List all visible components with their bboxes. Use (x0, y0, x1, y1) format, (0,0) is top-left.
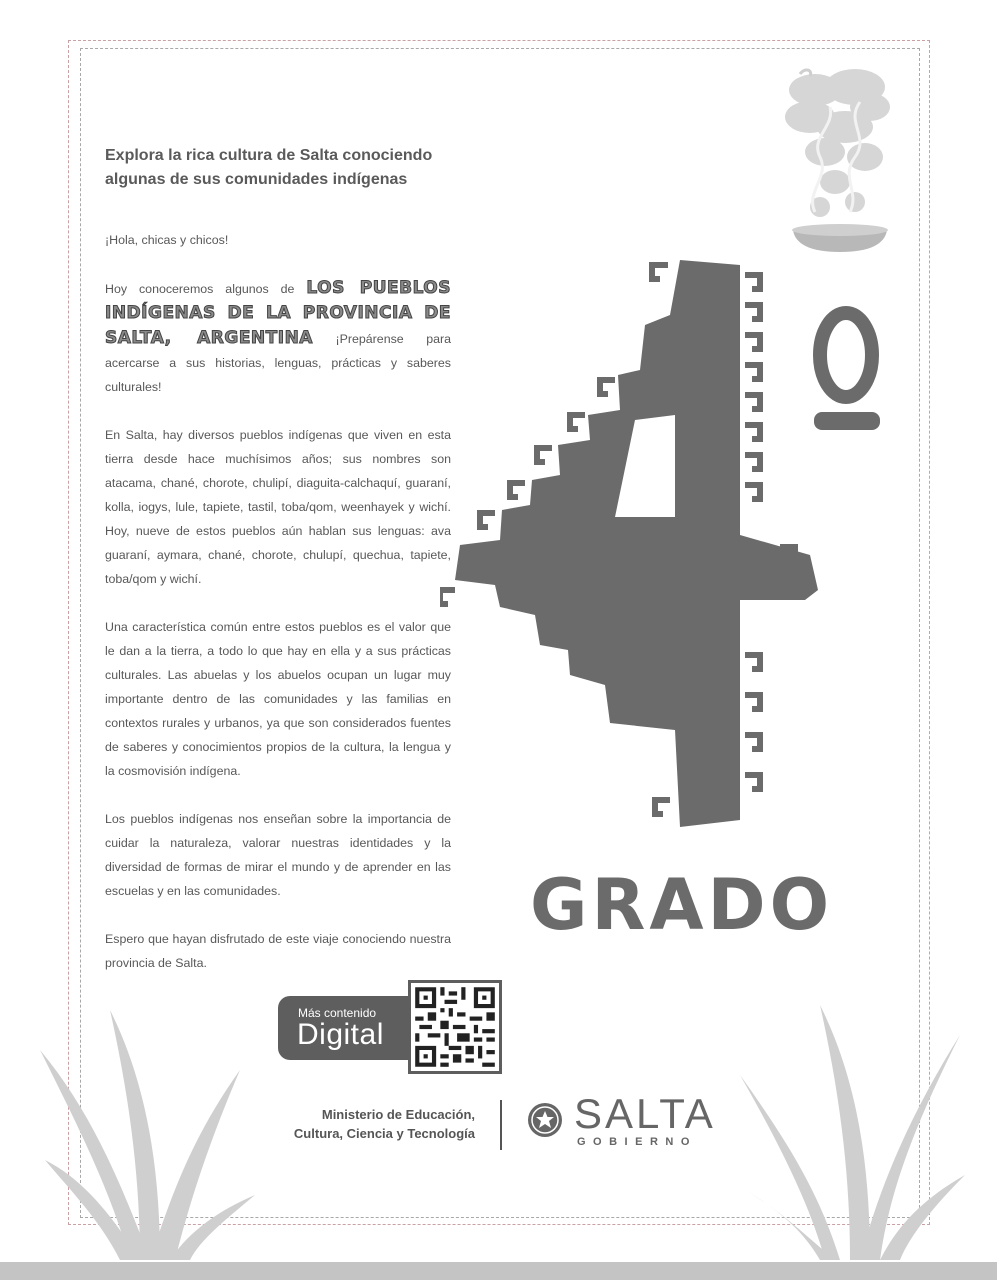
intro-after: ¡Prepárense para acercarse a sus historias, lenguas, prácticas y saberes culturales! (105, 332, 451, 394)
paragraph-valor: Una característica común entre estos pueblos es el valor que le dan a la tierra, a todo lo que hay en ella y a sus prácticas culturales. Las abuelas y los abuelos ocupan un lugar muy importante dentro de las comunidades y las familias en contextos rurales y urbanos, ya que son considerados fuentes de saberes y conocimientos propios de la cultura, la lengua y la cosmovisión indígena. (105, 620, 451, 778)
digital-content-badge[interactable] (278, 996, 413, 1060)
agave-plant-right (740, 1005, 970, 1260)
qr-code[interactable] (408, 980, 502, 1074)
qr-pattern-icon (411, 983, 499, 1071)
salta-star-emblem-icon (528, 1103, 562, 1137)
digital-big-label: Digital (297, 1018, 384, 1051)
paragraph-ensenan: Los pueblos indígenas nos enseñan sobre la importancia de cuidar la naturaleza, valorar nuestras identidades y la diversidad de formas de mirar el mundo y de aprender en las escuelas y en las comunidades. (105, 812, 451, 898)
grade-number-4 (440, 255, 840, 855)
page-heading: Explora la rica cultura de Salta conociendo algunas de sus comunidades indígenas (105, 147, 433, 188)
closing-paragraph: Espero que hayan disfrutado de este viaje conociendo nuestra provincia de Salta. (105, 932, 451, 970)
ordinal-indicator (808, 300, 888, 440)
logo-divider (500, 1100, 502, 1150)
salta-logo-text: SALTA (574, 1090, 716, 1137)
ministry-line-1: Ministerio de Educación, (321, 1107, 475, 1122)
digital-small-label: Más contenido (298, 1006, 377, 1020)
paragraph-pueblos: En Salta, hay diversos pueblos indígenas que viven en esta tierra desde hace muchísimos años; sus nombres son atacama, chané, chorote, chulipí, diaguita-calchaquí, guaraní, kolla, iogys, lule, tapiete, tastil, toba/qom, weenhayek y wichí. Hoy, nueve de estos pueblos aún hablan sus lenguas: ava guaraní, aymara, chané, chorote, chulupí, quechua, tapiete, toba/qom y wichí. (105, 428, 451, 586)
intro-highlight: LOS PUEBLOS INDÍGENAS DE LA PROVINCIA DE SALTA, ARGENTINA (105, 278, 451, 348)
intro-before: Hoy conoceremos algunos de (105, 282, 307, 296)
intro-paragraph (105, 276, 451, 399)
ministry-name (255, 1105, 475, 1143)
agave-plant-left (40, 1010, 260, 1260)
ministry-line-2: Cultura, Ciencia y Tecnología (293, 1126, 475, 1141)
smoking-bowl-illustration (775, 62, 905, 262)
bottom-gray-bar (0, 1262, 997, 1280)
greeting: ¡Hola, chicas y chicos! (105, 233, 229, 247)
body-text (105, 228, 451, 999)
grade-word: GRADO (530, 864, 834, 946)
gobierno-logo-text: GOBIERNO (577, 1136, 697, 1148)
